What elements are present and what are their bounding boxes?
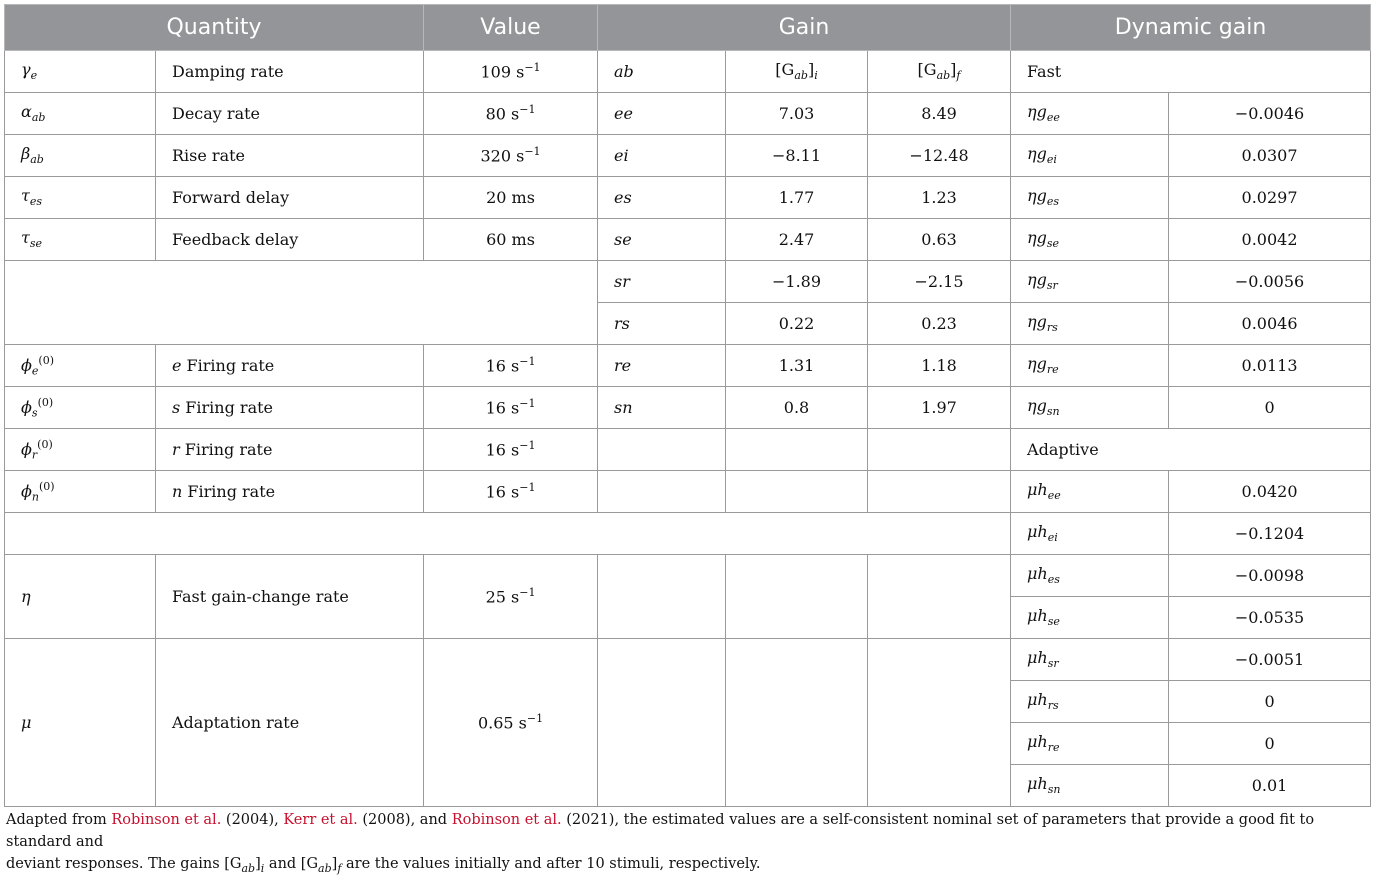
quantity-value: 16 $s^{-1}$ [424,471,598,513]
gain-final: 0.63 [868,219,1011,261]
table-row [5,387,1371,429]
table-row [5,345,1371,387]
gain-initial: −1.89 [726,261,868,303]
dynamic-fast-value: −0.0046 [1169,93,1371,135]
gain-ab: sn [598,387,726,429]
empty-cell [726,471,868,513]
header-dynamic-gain: Dynamic gain [1011,5,1371,51]
gain-final: 1.23 [868,177,1011,219]
table-row [5,429,1371,471]
quantity-name: s Firing rate [156,387,424,429]
quantity-value: 16 $s^{-1}$ [424,387,598,429]
dynamic-adaptive-symbol: $\mu h_{ee}$ [1011,471,1169,513]
empty-cell [598,639,726,807]
quantity-value: 0.65 $s^{-1}$ [424,639,598,807]
header-gain: Gain [598,5,1011,51]
dynamic-adaptive-value: −0.0535 [1169,597,1371,639]
quantity-name: r Firing rate [156,429,424,471]
dynamic-fast-value: 0.0113 [1169,345,1371,387]
dynamic-adaptive-value: 0.01 [1169,765,1371,807]
quantity-name: Feedback delay [156,219,424,261]
dynamic-adaptive-symbol: $\mu h_{es}$ [1011,555,1169,597]
quantity-name: e Firing rate [156,345,424,387]
gain-initial: 0.22 [726,303,868,345]
dynamic-adaptive-symbol: $\mu h_{sr}$ [1011,639,1169,681]
caption-line-2: deviant responses. The gains $[G_{ab}]_i$ and $[G_{ab}]_f$ are the values initially and after 10 stimuli, respectively. [6,856,761,875]
quantity-name: Fast gain-change rate [156,555,424,639]
quantity-value: 320 $s^{-1}$ [424,135,598,177]
reference-link[interactable]: Robinson et al. [451,812,562,828]
dynamic-adaptive-value: −0.0098 [1169,555,1371,597]
quantity-symbol: $\tau_{se}$ [5,219,156,261]
quantity-value: 80 $s^{-1}$ [424,93,598,135]
gain-initial: 1.31 [726,345,868,387]
dynamic-adaptive-value: 0 [1169,723,1371,765]
dynamic-adaptive-label: Adaptive [1011,429,1371,471]
quantity-value: 16 $s^{-1}$ [424,345,598,387]
dynamic-adaptive-value: 0.0420 [1169,471,1371,513]
dynamic-adaptive-symbol: $\mu h_{rs}$ [1011,681,1169,723]
quantity-symbol: $\beta_{ab}$ [5,135,156,177]
table-row [5,93,1371,135]
header-value: Value [424,5,598,51]
gain-ab: ee [598,93,726,135]
quantity-symbol: $\phi_r^{(0)}$ [5,429,156,471]
empty-cell [726,429,868,471]
gain-header-ab: ab [598,51,726,93]
dynamic-fast-symbol: $\eta g_{se}$ [1011,219,1169,261]
empty-cell [726,639,868,807]
gain-initial: −8.11 [726,135,868,177]
table-row [5,135,1371,177]
quantity-symbol: η [5,555,156,639]
gain-final: 8.49 [868,93,1011,135]
quantity-symbol: $\tau_{es}$ [5,177,156,219]
gain-initial: 0.8 [726,387,868,429]
dynamic-adaptive-symbol: $\mu h_{re}$ [1011,723,1169,765]
dynamic-fast-symbol: $\eta g_{ei}$ [1011,135,1169,177]
gain-ab: rs [598,303,726,345]
gain-ab: re [598,345,726,387]
gain-ab: se [598,219,726,261]
quantity-name: Rise rate [156,135,424,177]
empty-cell [598,471,726,513]
dynamic-adaptive-value: −0.0051 [1169,639,1371,681]
dynamic-fast-symbol: $\eta g_{sr}$ [1011,261,1169,303]
empty-cell [868,471,1011,513]
quantity-value: 25 $s^{-1}$ [424,555,598,639]
quantity-name: Adaptation rate [156,639,424,807]
dynamic-fast-value: 0 [1169,387,1371,429]
empty-cell [5,261,598,345]
gain-initial: 1.77 [726,177,868,219]
caption-line-1: Adapted from Robinson et al. (2004), Kerr et al. (2008), and Robinson et al. (2021), the estimated values are a self-consistent nominal set of parameters that provide a good fit to standard and [6,812,1315,850]
table-row [5,471,1371,513]
quantity-value: 109 $s^{-1}$ [424,51,598,93]
dynamic-fast-symbol: $\eta g_{es}$ [1011,177,1169,219]
quantity-value: 20 ms [424,177,598,219]
gain-initial: 2.47 [726,219,868,261]
dynamic-fast-value: 0.0307 [1169,135,1371,177]
empty-cell [726,555,868,639]
dynamic-adaptive-value: 0 [1169,681,1371,723]
dynamic-fast-label: Fast [1011,51,1371,93]
gain-header-final: $[G_{ab}]_f$ [868,51,1011,93]
parameter-table [4,4,1371,807]
quantity-value: 60 ms [424,219,598,261]
gain-final: 0.23 [868,303,1011,345]
dynamic-fast-symbol: $\eta g_{re}$ [1011,345,1169,387]
gain-final: 1.18 [868,345,1011,387]
empty-cell [598,555,726,639]
quantity-symbol: $\alpha_{ab}$ [5,93,156,135]
dynamic-adaptive-symbol: $\mu h_{sn}$ [1011,765,1169,807]
table-row [5,513,1371,555]
quantity-name: n Firing rate [156,471,424,513]
dynamic-fast-symbol: $\eta g_{rs}$ [1011,303,1169,345]
quantity-name: Damping rate [156,51,424,93]
gain-ab: sr [598,261,726,303]
dynamic-fast-symbol: $\eta g_{sn}$ [1011,387,1169,429]
gain-final: −12.48 [868,135,1011,177]
dynamic-adaptive-value: −0.1204 [1169,513,1371,555]
dynamic-adaptive-symbol: $\mu h_{se}$ [1011,597,1169,639]
dynamic-adaptive-symbol: $\mu h_{ei}$ [1011,513,1169,555]
gain-ab: ei [598,135,726,177]
quantity-symbol: $\phi_s^{(0)}$ [5,387,156,429]
table-row [5,555,1371,597]
empty-cell [598,429,726,471]
quantity-name: Decay rate [156,93,424,135]
empty-cell [868,639,1011,807]
empty-cell [868,555,1011,639]
gain-initial: 7.03 [726,93,868,135]
table-row [5,51,1371,93]
table-row [5,261,1371,303]
table-caption [4,809,1372,880]
header-quantity: Quantity [5,5,424,51]
gain-final: 1.97 [868,387,1011,429]
dynamic-fast-value: 0.0046 [1169,303,1371,345]
header-row [5,5,1371,51]
table-container [4,4,1370,880]
dynamic-fast-value: 0.0042 [1169,219,1371,261]
table-row [5,177,1371,219]
quantity-value: 16 $s^{-1}$ [424,429,598,471]
reference-link[interactable]: Robinson et al. [111,812,222,828]
quantity-name: Forward delay [156,177,424,219]
gain-final: −2.15 [868,261,1011,303]
quantity-symbol: $\phi_e^{(0)}$ [5,345,156,387]
table-row [5,219,1371,261]
dynamic-fast-symbol: $\eta g_{ee}$ [1011,93,1169,135]
empty-cell [5,513,1011,555]
quantity-symbol: $\phi_n^{(0)}$ [5,471,156,513]
quantity-symbol: μ [5,639,156,807]
empty-cell [868,429,1011,471]
table-row [5,639,1371,681]
quantity-symbol: $\gamma_e$ [5,51,156,93]
dynamic-fast-value: 0.0297 [1169,177,1371,219]
gain-ab: es [598,177,726,219]
gain-header-initial: $[G_{ab}]_i$ [726,51,868,93]
dynamic-fast-value: −0.0056 [1169,261,1371,303]
reference-link[interactable]: Kerr et al. [283,812,358,828]
